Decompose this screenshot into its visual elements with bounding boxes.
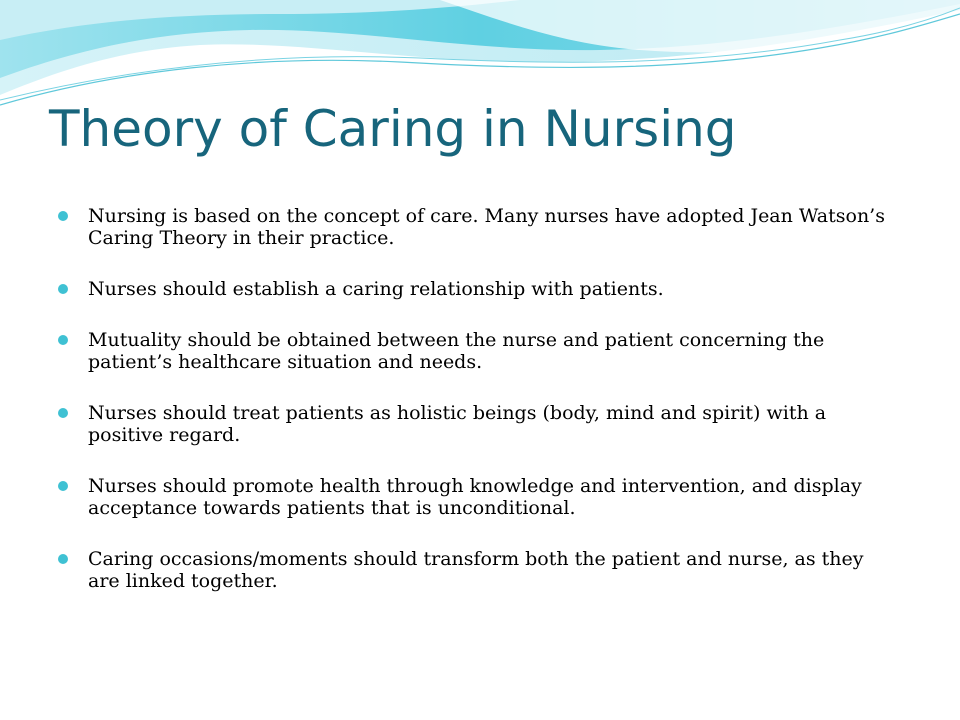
slide-title: Theory of Caring in Nursing <box>49 100 737 158</box>
bullet-item <box>58 402 888 446</box>
bullet-text: Nurses should establish a caring relationship with patients. <box>88 278 664 300</box>
bullet-dot-icon <box>58 481 68 491</box>
bullet-text: Nurses should treat patients as holistic beings (body, mind and spirit) with a positive regard. <box>88 402 827 446</box>
bullet-text: Nurses should promote health through knowledge and intervention, and display acceptance towards patients that is unconditional. <box>88 475 862 519</box>
bullet-dot-icon <box>58 335 68 345</box>
bullet-text: Caring occasions/moments should transform both the patient and nurse, as they are linked together. <box>88 548 864 592</box>
bullet-dot-icon <box>58 211 68 221</box>
bullet-text: Mutuality should be obtained between the nurse and patient concerning the patient’s healthcare situation and needs. <box>88 329 825 373</box>
bullet-item <box>58 548 888 592</box>
bullet-item <box>58 205 888 249</box>
bullet-item <box>58 329 888 373</box>
bullet-item <box>58 278 888 300</box>
bullet-list <box>58 205 888 621</box>
bullet-dot-icon <box>58 408 68 418</box>
bullet-text: Nursing is based on the concept of care. Many nurses have adopted Jean Watson’s Caring Theory in their practice. <box>88 205 885 249</box>
bullet-dot-icon <box>58 284 68 294</box>
bullet-item <box>58 475 888 519</box>
bullet-dot-icon <box>58 554 68 564</box>
